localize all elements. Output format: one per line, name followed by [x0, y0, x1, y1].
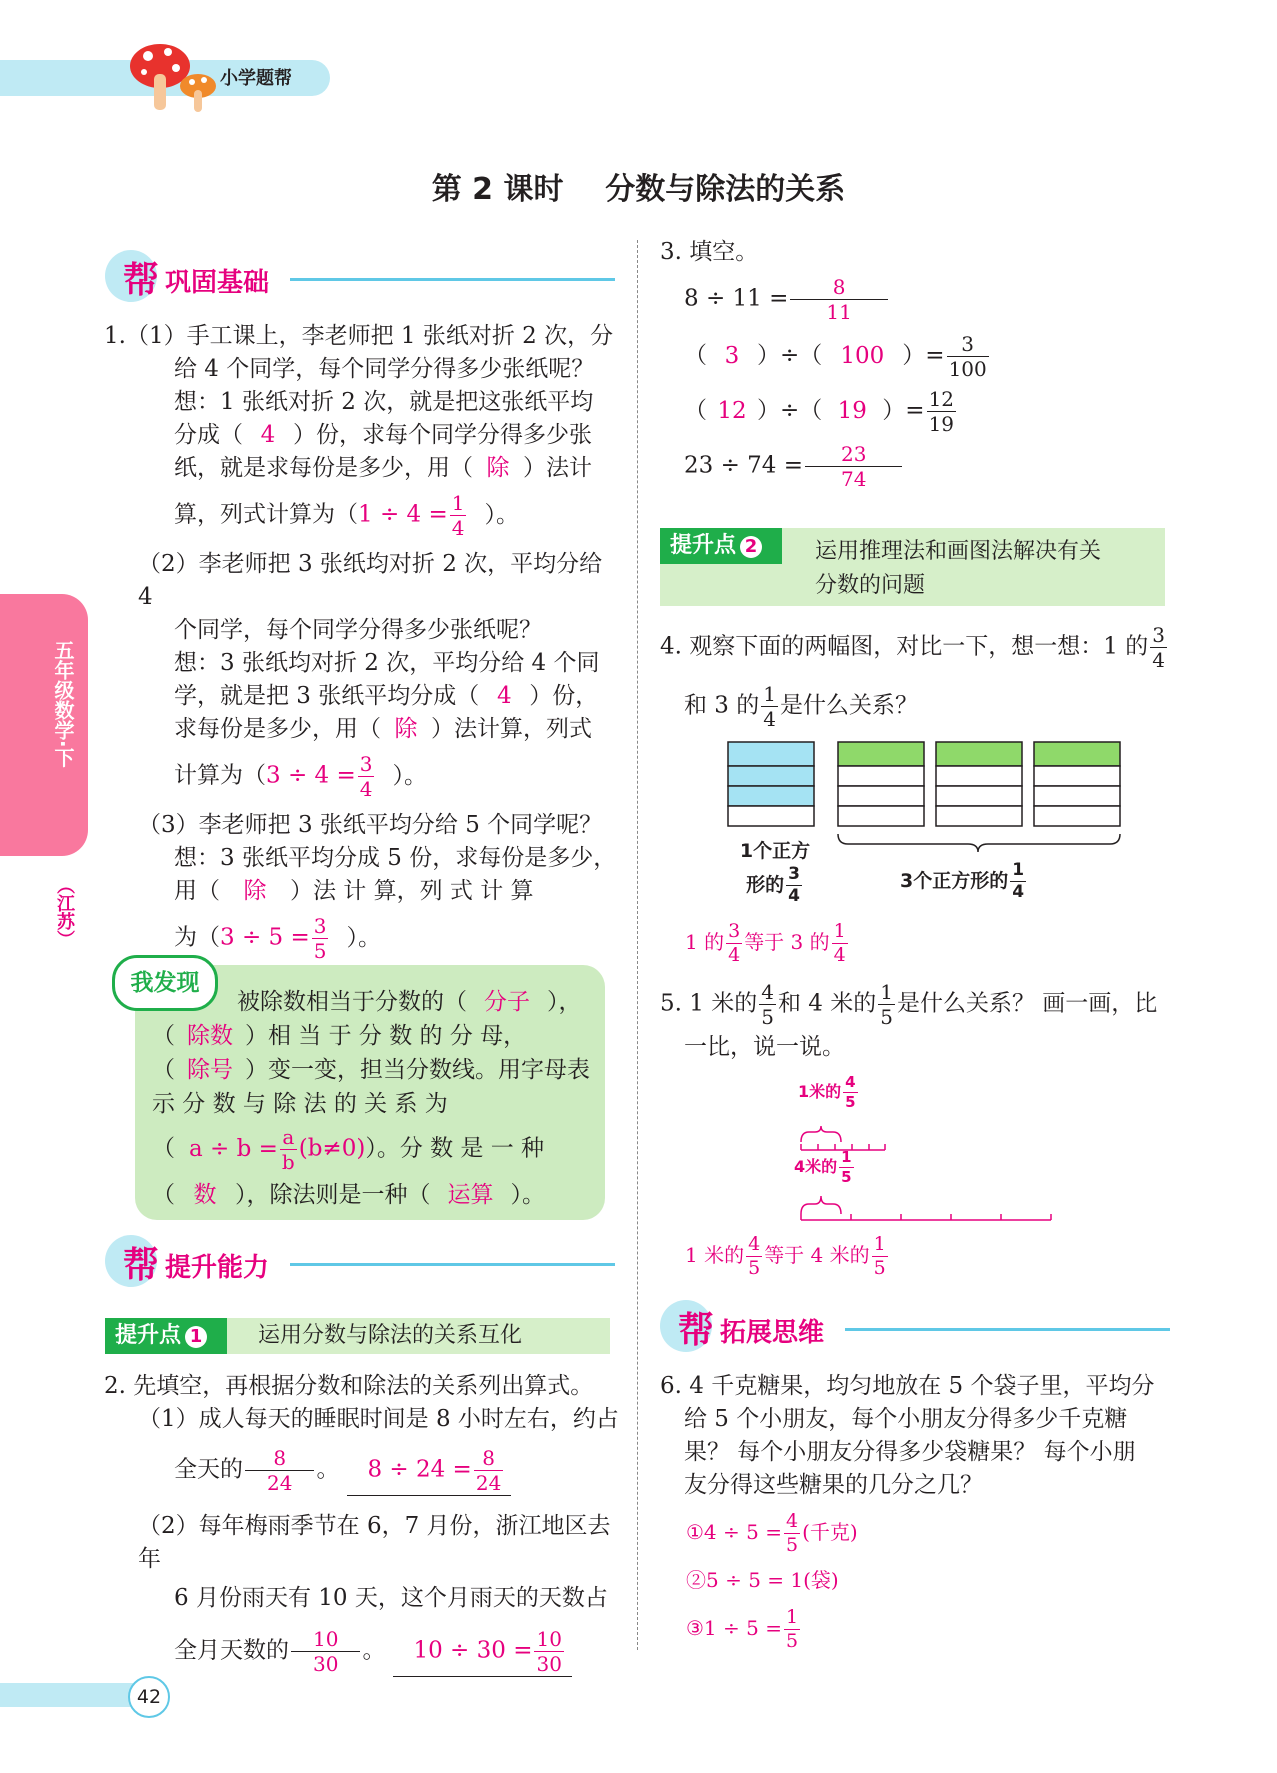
- q5-line2: 一比，说一说。: [684, 1034, 845, 1060]
- text: 全天的: [174, 1456, 243, 1483]
- answer-fraction: [280, 1127, 297, 1172]
- q2-stem: 2. 先填空，再根据分数和除法的关系列出算式。: [104, 1373, 594, 1399]
- text: 等于 4 米的: [764, 1243, 870, 1267]
- fraction-den: 5: [845, 1093, 856, 1111]
- answer-blank: 除数: [187, 1023, 233, 1049]
- text: ）: [757, 342, 780, 369]
- fraction-num: 12: [928, 387, 955, 411]
- answer-blank: 19: [837, 397, 867, 424]
- label-line: [730, 866, 820, 905]
- section-basic-title: 巩固基础: [165, 268, 270, 298]
- section-extend-title: 拓展思维: [720, 1318, 825, 1348]
- text: （: [684, 397, 707, 424]
- fraction-den: 4: [359, 777, 373, 801]
- fraction-num: 23: [841, 442, 867, 466]
- fraction-num: 4: [761, 980, 774, 1004]
- question-2: [104, 1370, 624, 1677]
- section-line: [845, 1328, 1170, 1331]
- fraction-den: 4: [1152, 648, 1165, 672]
- fraction-den: 5: [785, 1534, 799, 1556]
- fraction: [784, 1512, 800, 1555]
- bang-char: 帮: [123, 1245, 160, 1286]
- side-tab-grade: 五年级数学·下: [51, 640, 75, 768]
- text: 1 米的: [685, 1243, 745, 1267]
- question-4: [660, 625, 1180, 729]
- question-3: [660, 236, 1180, 489]
- text: 等于 3 的: [744, 930, 830, 954]
- fraction-num: 3: [1152, 623, 1165, 647]
- text: ）: [757, 397, 780, 424]
- text: （: [152, 1057, 175, 1083]
- text: 用（: [174, 878, 220, 904]
- q3-row1: [660, 277, 1180, 322]
- q1-p3-line2: 想：3 张纸平均分成 5 份，求每份是多少，: [174, 845, 617, 871]
- text: 1米的: [798, 1082, 842, 1101]
- square-4: [1034, 742, 1120, 826]
- q6-line2: 给 5 个小朋友，每个小朋友分得多少千克糖: [684, 1406, 1128, 1432]
- fraction-num: 1: [880, 980, 893, 1004]
- text: 5. 1 米的: [660, 990, 758, 1017]
- fraction-den: 74: [805, 466, 902, 489]
- section-basic-header: [105, 250, 615, 302]
- fraction: [872, 1235, 888, 1278]
- q6-line4: 友分得这些糖果的几分之几？: [684, 1472, 983, 1498]
- text: （: [684, 342, 707, 369]
- fraction-den: 4: [788, 886, 800, 906]
- section-ability-title: 提升能力: [165, 1253, 270, 1283]
- text: ）法计算，列式: [431, 716, 592, 742]
- text: ①4 ÷ 5 =: [686, 1520, 782, 1544]
- text: ）: [902, 342, 926, 369]
- fraction-num: 4: [785, 1510, 799, 1532]
- text: ③1 ÷ 5 =: [686, 1616, 782, 1640]
- discover-badge: 我发现: [112, 955, 218, 1011]
- fraction-den: 4: [728, 944, 741, 966]
- q4-line2: [660, 684, 1180, 729]
- fraction-den: 100: [948, 357, 987, 381]
- answer-fraction: [312, 916, 329, 961]
- square-2: [838, 742, 924, 826]
- text: ）法 计 算，列 式 计 算: [290, 878, 534, 904]
- q2-p2-fraction: [291, 1629, 360, 1674]
- section-line: [290, 278, 615, 281]
- fraction-den: b: [281, 1150, 295, 1174]
- side-tab-region: （江苏）: [54, 876, 75, 948]
- question-5: [660, 982, 1180, 1064]
- answer-blank: 除: [243, 878, 267, 904]
- answer-blank: 数: [193, 1182, 217, 1208]
- discover-line6: [152, 1178, 597, 1212]
- q6-line1: 6. 4 千克糖果，均匀地放在 5 个袋子里，平均分: [660, 1373, 1155, 1399]
- point2-text-line1: 运用推理法和画图法解决有关: [815, 539, 1102, 564]
- text: 全月天数的: [174, 1637, 289, 1664]
- fraction: [786, 866, 802, 905]
- fraction: [839, 1150, 853, 1185]
- q1-p2-line3: 想：3 张纸均对折 2 次，平均分给 4 个同: [174, 650, 600, 676]
- fraction-num: 3: [313, 914, 327, 938]
- q2-p1-line2: [104, 1448, 624, 1496]
- q4-label-1: [730, 836, 820, 905]
- tag-label: 提升点: [670, 533, 737, 558]
- answer-blank: 运算: [447, 1182, 494, 1208]
- tag-number: 1: [185, 1326, 207, 1348]
- q1-p3-line1: （3）李老师把 3 张纸平均分给 5 个同学呢？: [138, 812, 603, 838]
- q1-p2-line2: 个同学，每个同学分得多少张纸呢？: [174, 617, 542, 643]
- label-line: 1个正方: [739, 840, 811, 862]
- point2-tag: [660, 528, 782, 564]
- q2-p2-line1: （2）每年梅雨季节在 6，7 月份，浙江地区去年: [138, 1513, 611, 1572]
- point1-text: 运用分数与除法的关系互化: [258, 1323, 523, 1348]
- discover-text: [152, 985, 597, 1212]
- point2-text-line2: 分数的问题: [815, 573, 926, 598]
- fraction-den: 11: [790, 299, 887, 322]
- q1-p3-line3: [104, 875, 624, 908]
- text: 。: [316, 1456, 340, 1483]
- fraction-num: 4: [748, 1233, 761, 1255]
- fraction-den: 4: [451, 516, 465, 540]
- fraction: [878, 982, 895, 1027]
- fraction: [843, 1075, 857, 1110]
- answer-blank: 3: [724, 342, 740, 369]
- answer-expr: 10 ÷ 30 =: [413, 1637, 533, 1664]
- answer-fraction: [450, 493, 467, 538]
- fraction-num: 1: [841, 1148, 852, 1166]
- text: ）: [882, 397, 906, 424]
- text: 是什么关系？ 画一画，比: [896, 990, 1158, 1017]
- q3-row3: [660, 389, 1180, 434]
- text: ）份，: [529, 683, 599, 709]
- q1-p1-line3: 想：1 张纸对折 2 次，就是把这张纸平均: [174, 389, 594, 415]
- answer-blank: 4: [260, 422, 276, 448]
- q1-p1-line4: [104, 419, 624, 452]
- q3-row2: [660, 334, 1180, 379]
- page-title: 第 2 课时 分数与除法的关系: [431, 172, 846, 207]
- discover-line1: [152, 985, 597, 1019]
- fraction-den: 30: [291, 1651, 360, 1674]
- answer-blank: 100: [840, 342, 885, 369]
- q1-p1-line5: [104, 452, 624, 485]
- q2-p1-answer-line: [347, 1448, 511, 1496]
- text: ）份，求每个同学分得多少张: [293, 422, 592, 448]
- q1-p1-line2: 给 4 个同学，每个同学分得多少张纸呢？: [174, 356, 595, 382]
- fraction: [947, 334, 989, 379]
- text: 3个正方形的: [900, 870, 1009, 892]
- text: ）相 当 于 分 数 的 分 母，: [245, 1023, 527, 1049]
- fraction: [746, 1235, 762, 1278]
- text: ÷: [780, 397, 800, 424]
- text: 是什么关系？: [780, 692, 918, 719]
- fraction-den: 4: [763, 707, 776, 731]
- q1-p1-line6: [104, 493, 624, 538]
- q5-label-1: [798, 1075, 860, 1110]
- section-line: [290, 1263, 615, 1266]
- fraction: [726, 922, 742, 965]
- text: 分成（: [174, 422, 243, 448]
- answer-fraction: [474, 1448, 503, 1493]
- fraction-num: 8: [273, 1446, 287, 1470]
- text: 形的: [746, 874, 785, 896]
- answer-expr: 1 ÷ 4 =: [358, 501, 448, 528]
- answer-blank: 4: [496, 683, 512, 709]
- fraction-den: 24: [245, 1470, 314, 1493]
- point2-text: [815, 535, 1101, 603]
- point1-tag: [105, 1318, 227, 1354]
- discover-line3: [152, 1053, 597, 1087]
- q2-p2-line3: [104, 1629, 624, 1677]
- text: ）。: [484, 501, 519, 528]
- q3-r4-fraction: [805, 444, 902, 489]
- q6-answer-3: [686, 1604, 858, 1652]
- fraction: [1010, 862, 1026, 901]
- text: 和 3 的: [684, 692, 760, 719]
- fraction-num: 1: [763, 682, 776, 706]
- fraction-den: 5: [313, 939, 327, 963]
- answer-blank: 除: [486, 455, 510, 481]
- tag-label: 提升点: [115, 1323, 182, 1348]
- answer-blank: 12: [717, 397, 747, 424]
- brand-name: 小学题帮: [220, 68, 292, 89]
- fraction-den: 4: [833, 944, 846, 966]
- q3-stem: 3. 填空。: [660, 239, 759, 265]
- q2-p1-fraction: [245, 1448, 314, 1493]
- text: 求每份是多少，用（: [174, 716, 381, 742]
- fraction-den: 30: [536, 1652, 562, 1676]
- text: ÷: [780, 342, 800, 369]
- text: =: [905, 397, 925, 424]
- fraction-num: a: [282, 1125, 295, 1149]
- bang-char: 帮: [678, 1310, 715, 1351]
- text: （: [152, 1023, 175, 1049]
- q2-p2-answer-line: [393, 1629, 571, 1677]
- column-divider: [637, 240, 638, 1650]
- fraction-den: 5: [761, 1005, 774, 1029]
- q1-p2-line6: [104, 754, 624, 799]
- q1-p2-line1: （2）李老师把 3 张纸均对折 2 次，平均分给 4: [138, 551, 603, 610]
- fraction-num: 3: [728, 920, 741, 942]
- fraction-num: 1: [785, 1606, 799, 1628]
- square-1: [728, 742, 814, 826]
- answer-expr: 3 ÷ 5 =: [220, 924, 310, 951]
- tag-number: 2: [740, 536, 762, 558]
- text: 8 ÷ 11 =: [684, 285, 789, 312]
- text: 被除数相当于分数的（: [237, 989, 467, 1015]
- q3-r1-fraction: [790, 277, 887, 322]
- fraction-num: 1: [451, 491, 465, 515]
- fraction: [784, 1608, 800, 1651]
- page-number: 42: [128, 1676, 170, 1718]
- text: 4. 观察下面的两幅图，对比一下，想一想：1 的: [660, 633, 1149, 660]
- answer-fraction: [358, 754, 375, 799]
- fraction-den: 19: [928, 412, 955, 436]
- answer-expr: a ÷ b =: [189, 1135, 278, 1162]
- q6-line3: 果？ 每个小朋友分得多少袋糖果？ 每个小朋: [684, 1439, 1136, 1465]
- text: ）。: [392, 762, 427, 789]
- question-1: [104, 320, 624, 961]
- text: ）。: [346, 924, 381, 951]
- section-ability-header: [105, 1235, 615, 1287]
- text: 计算为（: [174, 762, 266, 789]
- q5-line1: [660, 982, 1180, 1027]
- fraction: [927, 389, 956, 434]
- text: 为（: [174, 924, 220, 951]
- answer-condition: (b≠0): [298, 1135, 366, 1162]
- q3-row4: [660, 444, 1180, 489]
- fraction: [832, 922, 848, 965]
- brace-2: [801, 1196, 841, 1214]
- discover-line2: [152, 1019, 597, 1053]
- q2-p2-line2: 6 月份雨天有 10 天，这个月雨天的天数占: [174, 1585, 608, 1611]
- fraction-num: 8: [832, 275, 846, 299]
- text: (千克): [802, 1520, 858, 1544]
- q6-answers: [686, 1508, 858, 1652]
- q1-p2-line4: [104, 680, 624, 713]
- fraction-num: 10: [536, 1627, 562, 1651]
- fraction: [761, 684, 778, 729]
- q4-answer: [685, 922, 850, 965]
- fraction-num: 3: [961, 332, 975, 356]
- text: 和 4 米的: [777, 990, 877, 1017]
- discover-line4: 示 分 数 与 除 法 的 关 系 为: [152, 1091, 448, 1117]
- fraction-den: 5: [785, 1630, 799, 1652]
- fraction: [759, 982, 776, 1027]
- fraction-num: 1: [833, 920, 846, 942]
- text: ），: [547, 989, 582, 1015]
- text: ）。: [510, 1182, 545, 1208]
- text: 1 的: [685, 930, 725, 954]
- fraction-num: 3: [359, 752, 373, 776]
- fraction-den: 5: [880, 1005, 893, 1029]
- fraction-den: 4: [1012, 882, 1025, 902]
- fraction-den: 5: [748, 1257, 761, 1279]
- text: ），除法则是一种（: [235, 1182, 431, 1208]
- q2-p1-line1: （1）成人每天的睡眠时间是 8 小时左右，约占: [138, 1406, 619, 1432]
- section-extend-header: [660, 1300, 1170, 1352]
- q4-line1: [660, 625, 1180, 670]
- text: =: [925, 342, 945, 369]
- text: 算，列式计算为（: [174, 501, 358, 528]
- fraction-num: 4: [845, 1073, 856, 1091]
- answer-blank: 除号: [187, 1057, 233, 1083]
- text: ）。分 数 是 一 种: [365, 1135, 545, 1162]
- answer-blank: 分子: [484, 989, 530, 1015]
- bang-char: 帮: [123, 260, 160, 301]
- q1-p1-line1: 1.（1）手工课上，李老师把 1 张纸对折 2 次，分: [104, 323, 614, 349]
- fraction: [1150, 625, 1167, 670]
- q6-answer-2: ②5 ÷ 5 = 1(袋): [686, 1568, 839, 1592]
- text: 4米的: [794, 1157, 838, 1176]
- mushroom-logo-icon: [118, 38, 228, 118]
- q6-answer-1: [686, 1508, 858, 1556]
- fraction-num: 1: [1012, 860, 1025, 880]
- q1-p2-line5: [104, 713, 624, 746]
- brace: [838, 834, 1120, 852]
- discover-line5: [152, 1127, 597, 1172]
- text: ）变一变，担当分数线。用字母表: [245, 1057, 590, 1083]
- fraction-num: 3: [788, 864, 800, 884]
- text: （: [152, 1182, 175, 1208]
- q5-label-2: [794, 1150, 856, 1185]
- fraction-den: 24: [475, 1471, 502, 1495]
- fraction-den: 5: [873, 1257, 886, 1279]
- fraction-num: 8: [482, 1446, 495, 1470]
- text: 。: [362, 1637, 386, 1664]
- text: 纸，就是求每份是多少，用（: [174, 455, 473, 481]
- brace-1: [801, 1126, 841, 1142]
- q1-p1-think: [104, 386, 624, 419]
- fraction-num: 1: [873, 1233, 886, 1255]
- text: 学，就是把 3 张纸平均分成（: [174, 683, 480, 709]
- question-6: [660, 1370, 1180, 1502]
- text: （: [799, 342, 823, 369]
- answer-blank: 除: [394, 716, 418, 742]
- text: （: [152, 1135, 175, 1162]
- answer-fraction: [534, 1629, 563, 1674]
- answer-expr: 3 ÷ 4 =: [266, 762, 356, 789]
- fraction-num: 10: [313, 1627, 339, 1651]
- fraction-den: 5: [841, 1168, 852, 1186]
- answer-expr: 8 ÷ 24 =: [367, 1456, 472, 1483]
- text: ）法计: [523, 455, 592, 481]
- q5-answer: [685, 1235, 890, 1278]
- text: （: [799, 397, 823, 424]
- text: 23 ÷ 74 =: [684, 452, 804, 479]
- q4-label-2: [900, 862, 1028, 901]
- square-3: [936, 742, 1022, 826]
